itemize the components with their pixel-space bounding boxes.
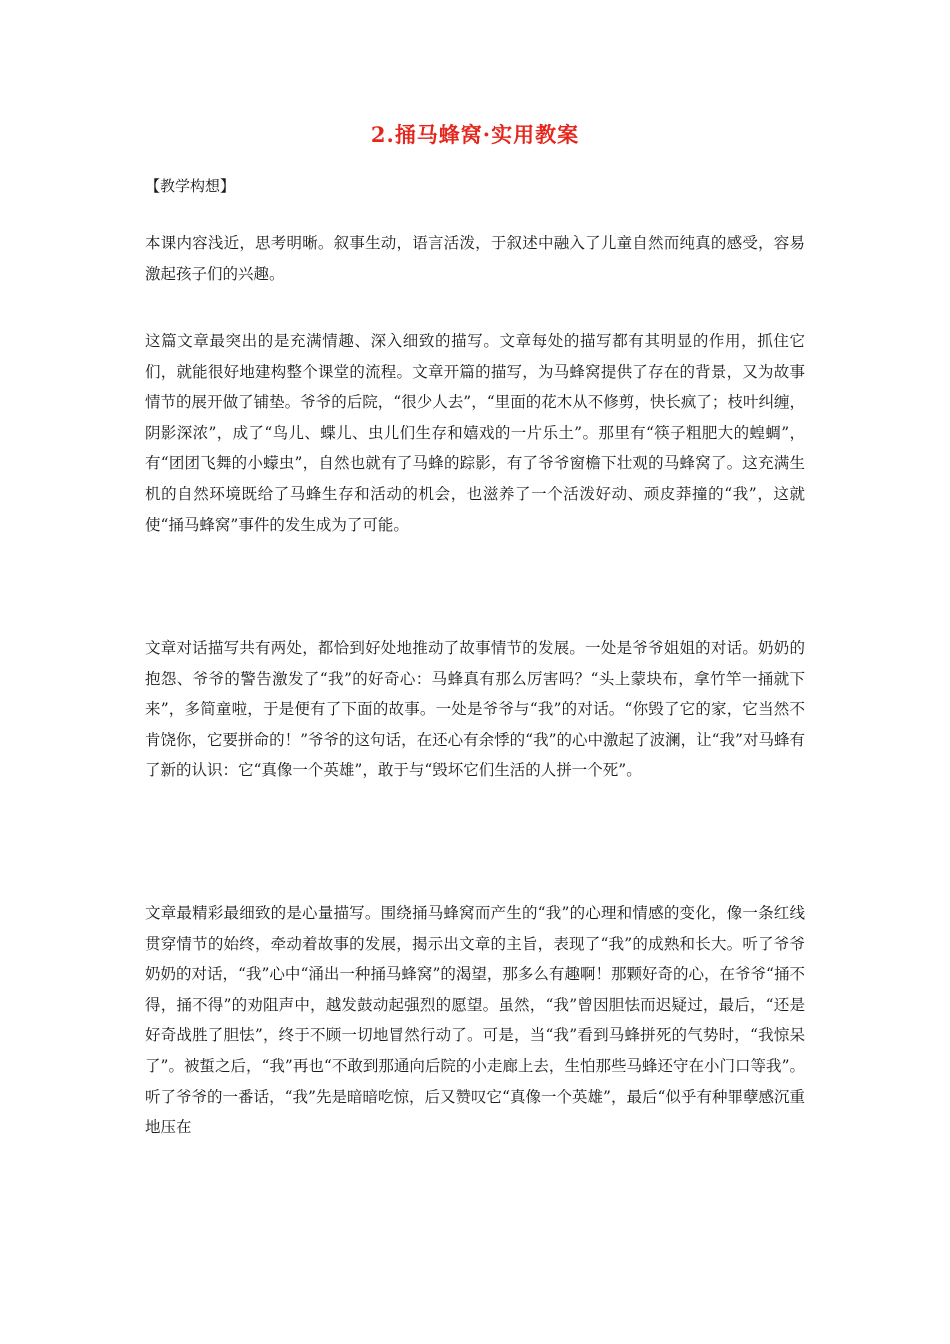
paragraph-1: 本课内容浅近，思考明晰。叙事生动，语言活泼，于叙述中融入了儿童自然而纯真的感受，容易激起孩子们的兴趣。	[145, 234, 805, 283]
section-heading-teaching-concept: 【教学构想】	[145, 177, 236, 195]
paragraph-2: 这篇文章最突出的是充满情趣、深入细致的描写。文章每处的描写都有其明显的作用，抓住它们，就能很好地建构整个课堂的流程。文章开篇的描写，为马蜂窝提供了存在的背景，又为故事情节的展开做了铺垫。爷爷的后院，“很少人去”，“里面的花木从不修剪，快长疯了；枝叶纠缠，阴影深浓”，成了“鸟儿、蝶儿、虫儿们生存和嬉戏的一片乐土”。那里有“筷子粗肥大的蝗蜩”，有“团团飞舞的小蠓虫”，自然也就有了马蜂的踪影，有了爷爷窗檐下壮观的马蜂窝了。这充满生机的自然环境既给了马蜂生存和活动的机会，也滋养了一个活泼好动、顽皮莽撞的“我”，这就使“捅马蜂窝”事件的发生成为了可能。	[145, 332, 805, 534]
document-title: 2.捅马蜂窝·实用教案	[370, 122, 580, 147]
paragraph-4: 文章最精彩最细致的是心量描写。围绕捅马蜂窝而产生的“我”的心理和情感的变化，像一条红线贯穿情节的始终，牵动着故事的发展，揭示出文章的主旨，表现了“我”的成熟和长大。听了爷爷奶奶的对话，“我”心中“涌出一种捅马蜂窝”的渴望，那多么有趣啊！那颗好奇的心，在爷爷“捅不得，捅不得”的劝阻声中，越发鼓动起强烈的愿望。虽然，“我”曾因胆怯而迟疑过，最后，“还是好奇战胜了胆怯”，终于不顾一切地冒然行动了。可是，当“我”看到马蜂拼死的气势时，“我惊呆了”。被蜇之后，“我”再也“不敢到那通向后院的小走廊上去，生怕那些马蜂还守在小门口等我”。听了爷爷的一番话，“我”先是暗暗吃惊，后又赞叹它“真像一个英雄”，最后“似乎有种罪孽感沉重地压在	[145, 904, 805, 1137]
paragraph-3: 文章对话描写共有两处，都恰到好处地推动了故事情节的发展。一处是爷爷姐姐的对话。奶奶的抱怨、爷爷的警告激发了“我”的好奇心：马蜂真有那么厉害吗？“头上蒙块布，拿竹竿一捅就下来”，多简童啦，于是便有了下面的故事。一处是爷爷与“我”的对话。“你毁了它的家，它当然不肯饶你，它要拼命的！”爷爷的这句话，在还心有余悸的“我”的心中激起了波澜，让“我”对马蜂有了新的认识：它“真像一个英雄”，敢于与“毁坏它们生活的人拼一个死”。	[145, 639, 805, 780]
